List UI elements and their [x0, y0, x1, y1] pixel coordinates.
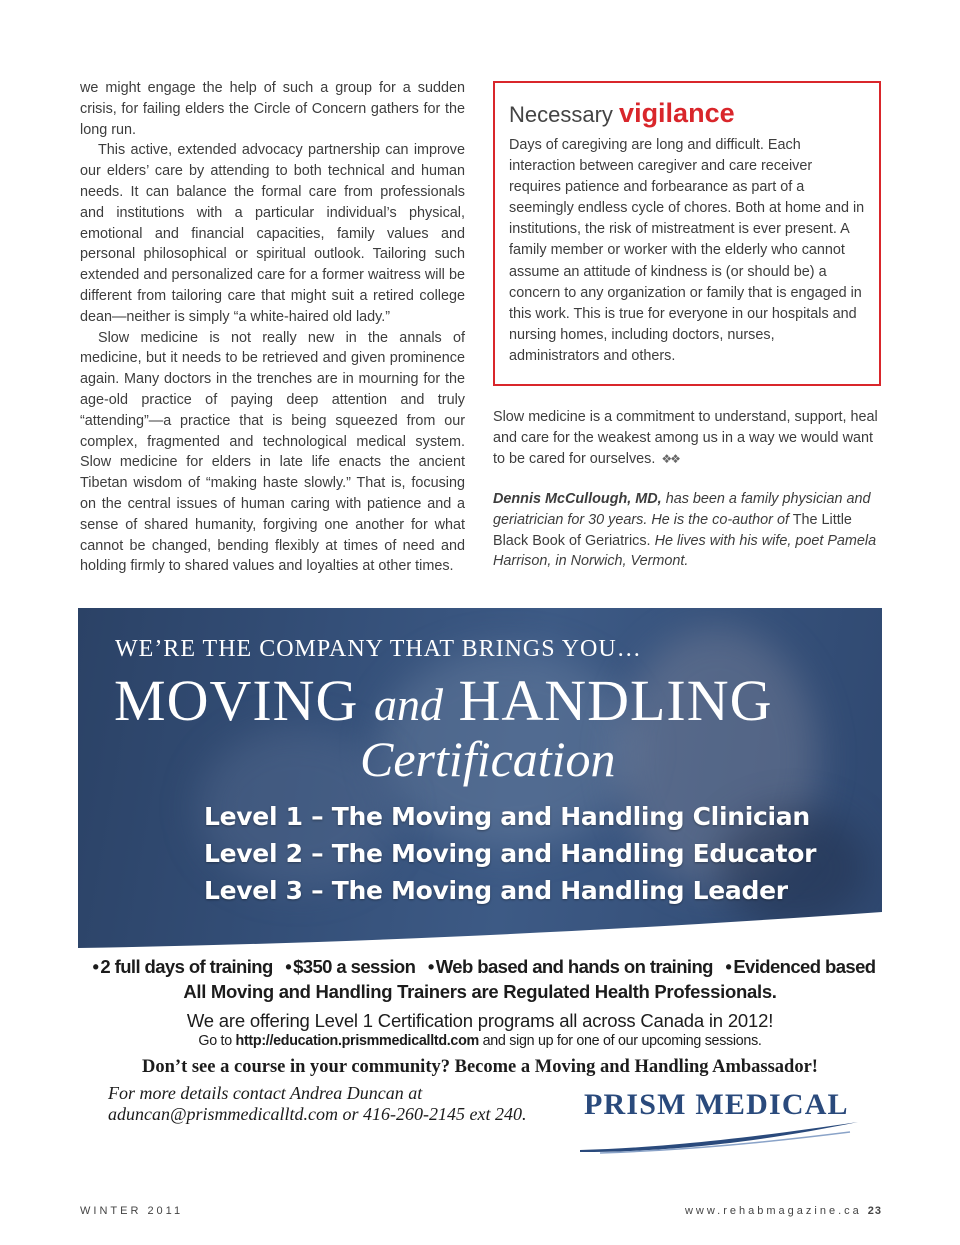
- ad-bullet-1: 2 full days of training: [100, 956, 273, 977]
- sidebar-title-plain: Necessary: [509, 102, 613, 127]
- advertisement: [78, 608, 882, 1153]
- ad-regulated: All Moving and Handling Trainers are Regulated Health Professionals.: [183, 981, 777, 1002]
- author-bio: [493, 489, 883, 572]
- bio-author: Dennis McCullough, MD,: [493, 491, 662, 507]
- bio-part-2: He lives with his wife, poet Pamela Harrison, in Norwich, Vermont.: [493, 532, 877, 570]
- left-paragraph-3: Slow medicine is not really new in the annals of medicine, but it needs to be retrieved and given prominence again. Many doctors in the trenches are in mourning for the age-old practice of paying deep attention and truly “attending”—a practice that is being squeezed from our complex, fragmented and technological medical system. Slow medicine for elders in late life enacts the ancient Tibetan wisdom of “making haste slowly.” That is, focusing on the central issues of human caring with patience and a sense of shared humanity, forgiving one another for what cannot be changed, bending flexibly at times of need and holding firmly to shared values and loyalties at other times.: [80, 329, 465, 575]
- ad-wave-shape: [78, 912, 882, 950]
- left-column: [80, 78, 465, 577]
- ad-level-3: Level 3 – The Moving and Handling Leader: [204, 876, 788, 905]
- ad-contact-line-2[interactable]: aduncan@prismmedicalltd.com or 416-260-2145 ext 240.: [108, 1104, 527, 1124]
- ad-bullet-3: Web based and hands on training: [435, 956, 713, 977]
- logo-text: PRISM MEDICAL: [584, 1088, 849, 1121]
- left-paragraph-1: we might engage the help of such a group for a sudden crisis, for failing elders the Circle of Concern gathers for the long run.: [80, 80, 465, 138]
- ad-title-and: and: [373, 679, 443, 730]
- ad-subtitle: Certification: [360, 731, 616, 787]
- footer-right: [685, 1205, 882, 1217]
- sidebar-title: [509, 99, 865, 129]
- ad-goto-suffix: and sign up for one of our upcoming sessions.: [482, 1033, 762, 1049]
- sidebar-title-bold: vigilance: [619, 98, 735, 128]
- ad-ambassador: Don’t see a course in your community? Become a Moving and Handling Ambassador!: [142, 1057, 818, 1077]
- ad-lead: WE’RE THE COMPANY THAT BRINGS YOU…: [115, 636, 642, 662]
- footer-issue: WINTER 2011: [80, 1205, 184, 1217]
- bio-book-title: The Little Black Book of Geriatrics.: [493, 511, 852, 549]
- ad-goto-prefix: Go to: [198, 1033, 232, 1049]
- logo-swoosh-icon: [580, 1120, 860, 1154]
- ad-contact-line-1: For more details contact Andrea Duncan at: [108, 1083, 423, 1103]
- prism-medical-logo: [580, 1084, 860, 1154]
- bullet-icon: •: [725, 956, 732, 977]
- ad-offering: We are offering Level 1 Certification programs all across Canada in 2012!: [186, 1010, 774, 1031]
- ad-goto: [78, 1031, 882, 1051]
- end-mark-icon: ❖❖: [661, 451, 679, 466]
- closing-paragraph: [493, 407, 883, 469]
- closing-text: Slow medicine is a commitment to understand, support, heal and care for the weakest among us in a way we would want to be cared for ourselves.: [493, 409, 878, 467]
- ad-bullets: [78, 954, 882, 979]
- bullet-icon: •: [427, 956, 434, 977]
- bullet-icon: •: [285, 956, 292, 977]
- ad-bullet-2: $350 a session: [293, 956, 416, 977]
- footer-site[interactable]: www.rehabmagazine.ca: [684, 1205, 862, 1217]
- page-number: 23: [867, 1205, 882, 1217]
- ad-title-handling: HANDLING: [458, 668, 773, 733]
- ad-title-moving: MOVING: [114, 668, 359, 733]
- ad-level-2: Level 2 – The Moving and Handling Educator: [204, 839, 817, 868]
- ad-title: [114, 668, 773, 738]
- ad-level-1: Level 1 – The Moving and Handling Clinician: [204, 802, 810, 831]
- ad-bullet-4: Evidenced based: [733, 956, 876, 977]
- sidebar-box: [493, 81, 881, 386]
- bio-part-1: has been a family physician and geriatrician for 30 years. He is the co-author of: [493, 491, 871, 528]
- sidebar-body: Days of caregiving are long and difficult. Each interaction between caregiver and care receiver requires patience and forbearance as part of a seemingly endless cycle of chores. Both at home and in institutions, the risk of mistreatment is ever present. A family member or worker with the elderly who cannot assume an attitude of kindness is (or should be) a concern to any organization or family that is engaged in this work. This is true for everyone in our hospitals and nursing homes, including doctors, nurses, administrators and others.: [509, 137, 865, 364]
- ad-levels: [204, 798, 816, 909]
- ad-goto-url[interactable]: http://education.prismmedicalltd.com: [235, 1033, 479, 1049]
- left-paragraph-2: This active, extended advocacy partnership can improve our elders’ care by attending to both technical and human needs. It can balance the formal care from professionals and institutions with a particular individual’s physical, emotional and financial capacities, family values and personal philosophical or spiritual outlook. Tailoring such extended and personalized care for a former waitress will be different from tailoring care that might suit a retired college dean—neither is simply “a white-haired old lady.”: [80, 142, 465, 325]
- bullet-icon: •: [92, 956, 99, 977]
- ad-contact: [108, 1083, 527, 1125]
- ad-banner: [78, 608, 882, 950]
